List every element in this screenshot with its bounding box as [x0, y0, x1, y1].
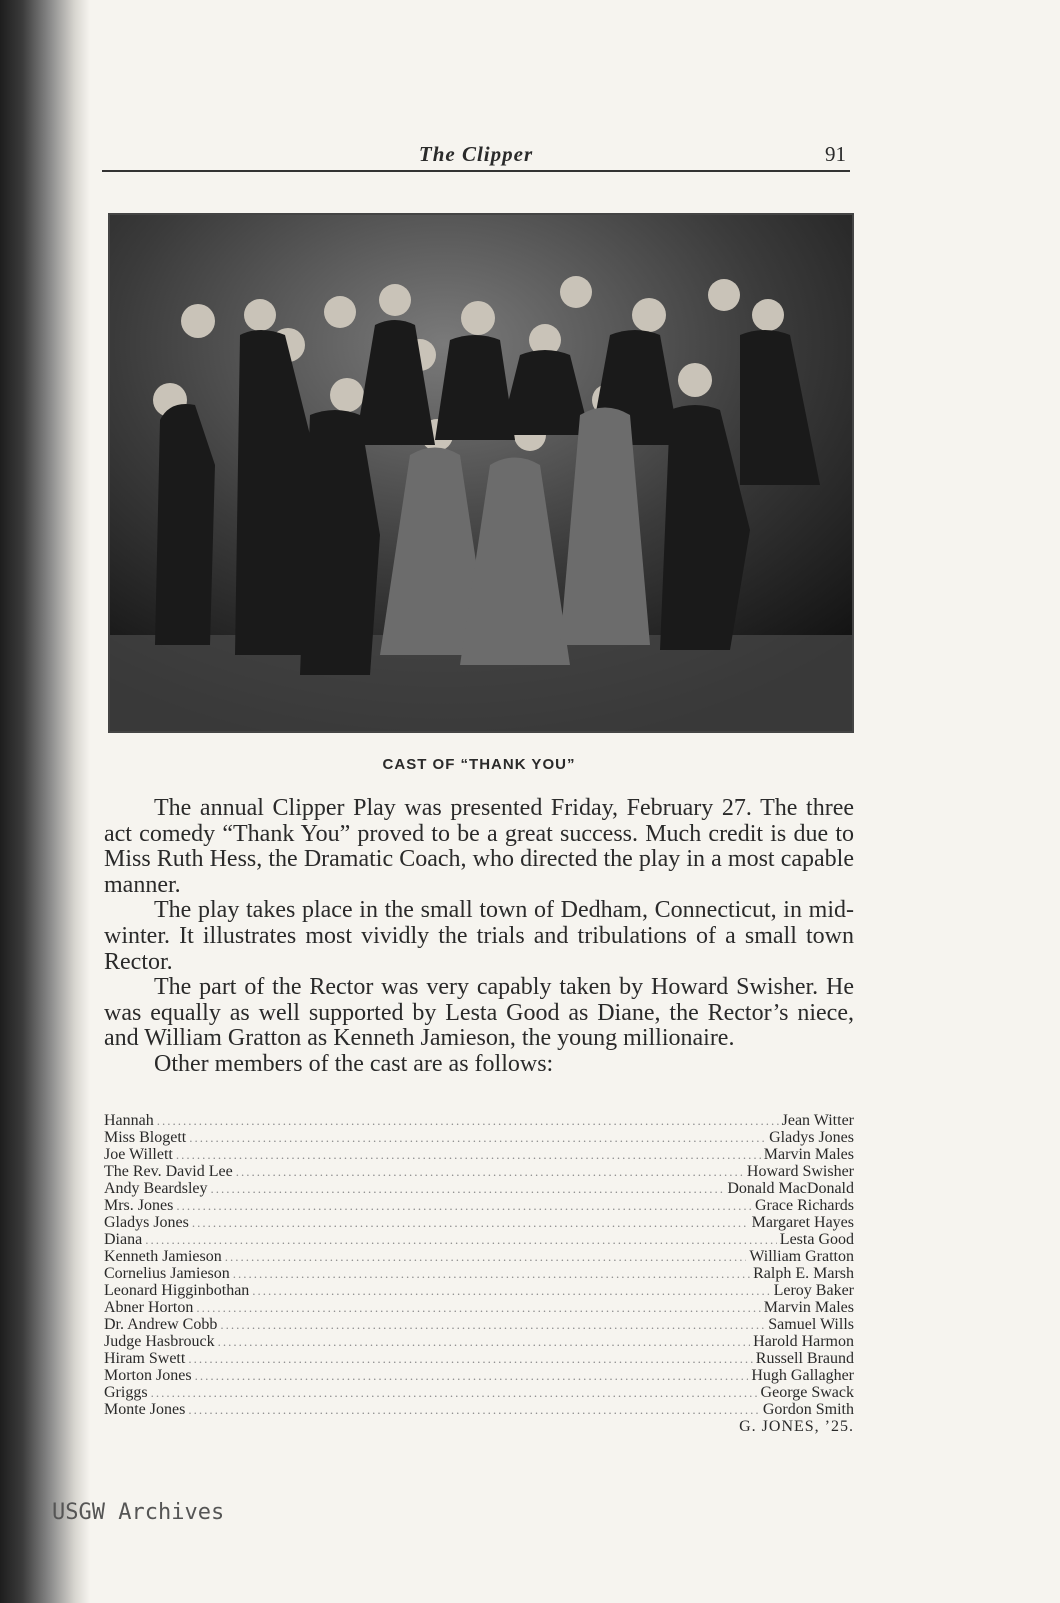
- cast-row: [104, 1231, 854, 1248]
- running-title: The Clipper: [418, 142, 534, 166]
- cast-role: Kenneth Jamieson: [104, 1248, 222, 1265]
- leader-dots: [176, 1146, 761, 1163]
- cast-role: Diana: [104, 1231, 143, 1248]
- leader-dots: [176, 1197, 752, 1214]
- cast-role: Cornelius Jamieson: [104, 1265, 230, 1282]
- leader-dots: [151, 1384, 758, 1401]
- leader-dots: [196, 1299, 760, 1316]
- cast-row: [104, 1367, 854, 1384]
- leader-dots: [195, 1367, 749, 1384]
- leader-dots: [188, 1350, 752, 1367]
- cast-actor: Donald MacDonald: [727, 1180, 854, 1197]
- cast-row: [104, 1333, 854, 1350]
- leader-dots: [189, 1129, 766, 1146]
- photo-caption: CAST OF “THANK YOU”: [382, 756, 576, 773]
- leader-dots: [220, 1316, 765, 1333]
- paragraph-3: The part of the Rector was very capably taken by Howard Swisher. He was equally as well supported by Lesta Good as Diane, the Rector’s niece, and William Gratton as Kenneth Jamieson, the young millionaire.: [104, 974, 854, 1052]
- page-header: [102, 140, 850, 172]
- cast-row: [104, 1197, 854, 1214]
- cast-row: [104, 1163, 854, 1180]
- cast-actor: Howard Swisher: [746, 1163, 854, 1180]
- leader-dots: [192, 1214, 749, 1231]
- leader-dots: [145, 1231, 777, 1248]
- paragraph-2: The play takes place in the small town of Dedham, Connecticut, in mid-winter. It illustrates most vividly the trials and tribulations of a small town Rector.: [104, 897, 854, 975]
- leader-dots: [157, 1112, 779, 1129]
- cast-role: Andy Beardsley: [104, 1180, 208, 1197]
- cast-row: [104, 1350, 854, 1367]
- cast-role: Judge Hasbrouck: [104, 1333, 215, 1350]
- cast-role: Hiram Swett: [104, 1350, 186, 1367]
- leader-dots: [252, 1282, 770, 1299]
- cast-role: Griggs: [104, 1384, 148, 1401]
- cast-actor: Gladys Jones: [769, 1129, 854, 1146]
- page-number: 91: [825, 142, 846, 166]
- cast-actor: Gordon Smith: [762, 1401, 854, 1418]
- cast-row: [104, 1146, 854, 1163]
- cast-actor: Leroy Baker: [773, 1282, 854, 1299]
- cast-actor: Lesta Good: [779, 1231, 854, 1248]
- leader-dots: [211, 1180, 725, 1197]
- leader-dots: [236, 1163, 744, 1180]
- cast-role: The Rev. David Lee: [104, 1163, 233, 1180]
- article-body: [104, 796, 854, 1078]
- cast-actor: Harold Harmon: [753, 1333, 854, 1350]
- cast-row: [104, 1384, 854, 1401]
- cast-role: Miss Blogett: [104, 1129, 187, 1146]
- leader-dots: [218, 1333, 751, 1350]
- cast-actor: George Swack: [760, 1384, 854, 1401]
- cast-row: [104, 1401, 854, 1418]
- cast-role: Monte Jones: [104, 1401, 186, 1418]
- cast-row: [104, 1316, 854, 1333]
- cast-role: Leonard Higginbothan: [104, 1282, 250, 1299]
- cast-actor: Grace Richards: [754, 1197, 854, 1214]
- book-binding-shadow: [0, 0, 90, 1603]
- cast-actor: Ralph E. Marsh: [753, 1265, 854, 1282]
- leader-dots: [225, 1248, 747, 1265]
- cast-actor: Jean Witter: [781, 1112, 854, 1129]
- cast-row: [104, 1299, 854, 1316]
- leader-dots: [233, 1265, 750, 1282]
- cast-role: Joe Willett: [104, 1146, 173, 1163]
- cast-actor: Margaret Hayes: [751, 1214, 854, 1231]
- cast-row: [104, 1112, 854, 1129]
- cast-row: [104, 1248, 854, 1265]
- cast-list: [104, 1112, 854, 1435]
- cast-group-photo: [108, 213, 854, 733]
- author-signature: G. JONES, ’25.: [739, 1418, 854, 1435]
- cast-row: [104, 1129, 854, 1146]
- cast-actor: Samuel Wills: [768, 1316, 854, 1333]
- cast-role: Mrs. Jones: [104, 1197, 174, 1214]
- cast-row: [104, 1214, 854, 1231]
- cast-role: Abner Horton: [104, 1299, 194, 1316]
- group-photo-icon: [110, 215, 852, 731]
- cast-actor: Russell Braund: [755, 1350, 854, 1367]
- paragraph-1: The annual Clipper Play was presented Friday, February 27. The three act comedy “Thank You” proved to be a great success. Much credit is due to Miss Ruth Hess, the Dramatic Coach, who directed the play in a most capable manner.: [104, 795, 854, 898]
- cast-row: [104, 1282, 854, 1299]
- paragraph-4: Other members of the cast are as follows:: [154, 1050, 554, 1077]
- cast-actor: Marvin Males: [763, 1299, 854, 1316]
- cast-role: Gladys Jones: [104, 1214, 189, 1231]
- cast-role: Morton Jones: [104, 1367, 192, 1384]
- cast-row: [104, 1265, 854, 1282]
- cast-actor: Marvin Males: [763, 1146, 854, 1163]
- cast-row: [104, 1180, 854, 1197]
- cast-role: Dr. Andrew Cobb: [104, 1316, 218, 1333]
- archive-watermark: USGW Archives: [52, 1500, 225, 1525]
- cast-role: Hannah: [104, 1112, 154, 1129]
- cast-actor: Hugh Gallagher: [751, 1367, 854, 1384]
- leader-dots: [188, 1401, 760, 1418]
- cast-actor: William Gratton: [749, 1248, 854, 1265]
